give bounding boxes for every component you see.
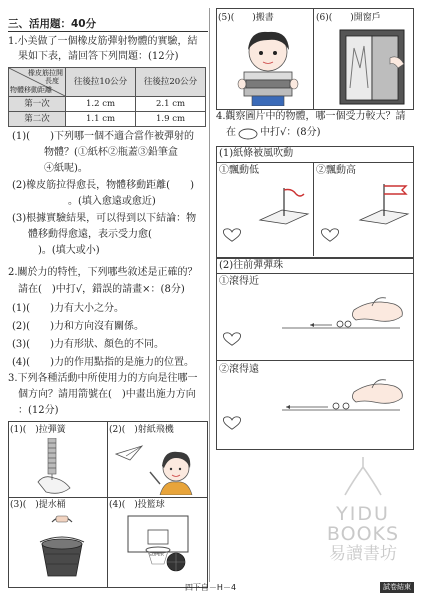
q1-sub1-line1: (1)( )下列哪一個不適合當作被彈射的: [12, 131, 194, 142]
paper-strip-low-illustration: [256, 180, 312, 226]
publisher-watermark: [318, 455, 408, 564]
table-row-label: 第一次: [9, 97, 66, 112]
section-underline: [8, 31, 208, 32]
marble-far-illustration: [276, 372, 406, 418]
basketball-hoop-illustration: [120, 512, 204, 584]
heart-answer-icon[interactable]: [320, 228, 340, 242]
table-row-label: 第二次: [9, 112, 66, 127]
q3-stem-line3: ：(12分): [18, 405, 59, 416]
q3-stem-line1: 3.下列各種活動中所使用力的方向是往哪一: [8, 373, 198, 384]
q4-part2-option-a: ①滾得近: [219, 276, 259, 287]
q1-sub1-line3: ④紙呢)。: [44, 163, 88, 174]
q2-item-3: (3)( )力有形狀、顏色的不同。: [12, 339, 164, 350]
corner-label-top: 橡皮筋拉開: [28, 69, 63, 77]
watermark-line1: YIDU: [336, 502, 390, 525]
q1-stem-line1: 1.小美做了一個橡皮筋彈射物體的實驗，結: [8, 36, 198, 47]
q3-item-5-label: (5)( )搬書: [218, 13, 274, 23]
grid-hline: [8, 497, 207, 498]
part1-divider: [216, 162, 413, 163]
q4-part1-option-b: ②飄動高: [316, 165, 356, 176]
corner-label-bottom: 物體移動距離: [10, 86, 52, 95]
spring-pulling-illustration: [30, 438, 90, 496]
part1-vline: [313, 162, 314, 256]
table-cell: 1.1 cm: [66, 112, 136, 127]
q3-item-1-label: (1)( )拉彈簧: [10, 425, 66, 435]
table-col-header-1: 往後拉10公分: [66, 68, 136, 97]
column-divider: [209, 8, 210, 582]
table-cell: 2.1 cm: [136, 97, 206, 112]
q1-sub2-line2: 。(填入愈遠或愈近): [68, 196, 156, 207]
grid-vline: [313, 8, 314, 109]
heart-answer-icon[interactable]: [222, 228, 242, 242]
q2-item-1: (1)( )力有大小之分。: [12, 303, 124, 314]
q1-sub3-line1: (3)根據實驗結果，可以得到以下結論：物: [12, 213, 197, 224]
watermark-logo-icon: [343, 455, 383, 499]
q1-results-table: [8, 67, 206, 127]
part2-divider: [216, 360, 413, 361]
q4-stem-line1: 4.觀察圖片中的物體，哪一個受力較大？請: [216, 111, 406, 122]
q4-part2-option-b: ②滾得遠: [219, 364, 259, 375]
q1-sub3-line3: )。(填大或小): [28, 245, 100, 256]
q3-item-6-label: (6)( )開窗戶: [316, 13, 381, 23]
q2-item-4: (4)( )力的作用點指的是施力的位置。: [12, 357, 194, 368]
q4-part1-title: (1)紙條被風吹動: [219, 148, 294, 159]
table-row: [9, 112, 206, 127]
table-corner-cell: [9, 68, 66, 97]
table-row: [9, 97, 206, 112]
q4-stem-line2-suffix: 中打√：(8分): [260, 127, 321, 138]
table-cell: 1.2 cm: [66, 97, 136, 112]
q3-item-3-label: (3)( )提水桶: [10, 500, 66, 510]
circle-answer-icon: [238, 128, 258, 140]
q4-part2-title: (2)往前彈彈珠: [219, 260, 284, 271]
q3-stem-line2: 個方向？請用箭號在( )中畫出施力方向: [18, 389, 196, 400]
end-of-exam-tag: 試卷結束: [380, 582, 414, 593]
heart-answer-icon[interactable]: [222, 416, 242, 430]
q1-stem-line2: 果如下表，請回答下列問題：(12分): [18, 51, 179, 62]
corner-label-mid: 長度: [45, 77, 59, 85]
q1-sub2-line1: (2)橡皮筋拉得愈長，物體移動距離( ): [12, 180, 194, 191]
marble-near-illustration: [276, 290, 406, 336]
q1-sub1-line2: 物體？(①紙杯②瓶蓋③鉛筆盒: [44, 147, 178, 158]
heart-answer-icon[interactable]: [222, 332, 242, 346]
q3-item-2-label: (2)( )射紙飛機: [109, 425, 174, 435]
page-footer: 四下自－H－4: [184, 583, 237, 592]
grid-vline: [107, 421, 108, 587]
q2-item-2: (2)( )力和方向沒有關係。: [12, 321, 144, 332]
q4-stem-line2-prefix: 在: [226, 127, 236, 138]
q3-item-4-label: (4)( )投籃球: [109, 500, 165, 510]
paper-strip-high-illustration: [356, 178, 412, 226]
section-title: 三、活用題：40分: [8, 18, 97, 30]
table-cell: 1.9 cm: [136, 112, 206, 127]
paper-plane-illustration: [112, 440, 204, 495]
water-bucket-illustration: [34, 514, 90, 582]
watermark-line3: 易讀書坊: [329, 543, 397, 564]
q2-stem-line1: 2.關於力的特性，下列哪些敘述是正確的？: [8, 267, 198, 278]
q2-stem-line2: 請在( )中打√，錯誤的請畫×：(8分): [18, 284, 185, 295]
watermark-line2: BOOKS: [326, 522, 400, 545]
table-col-header-2: 往後拉20公分: [136, 68, 206, 97]
carrying-books-illustration: [232, 28, 304, 106]
q1-sub3-line2: 體移動得愈遠，表示受力愈(: [28, 229, 182, 240]
basketball-text: SUPER: [149, 553, 164, 558]
window-opening-illustration: [338, 28, 408, 106]
q4-part1-option-a: ①飄動低: [219, 165, 259, 176]
part2-divider: [216, 273, 413, 274]
